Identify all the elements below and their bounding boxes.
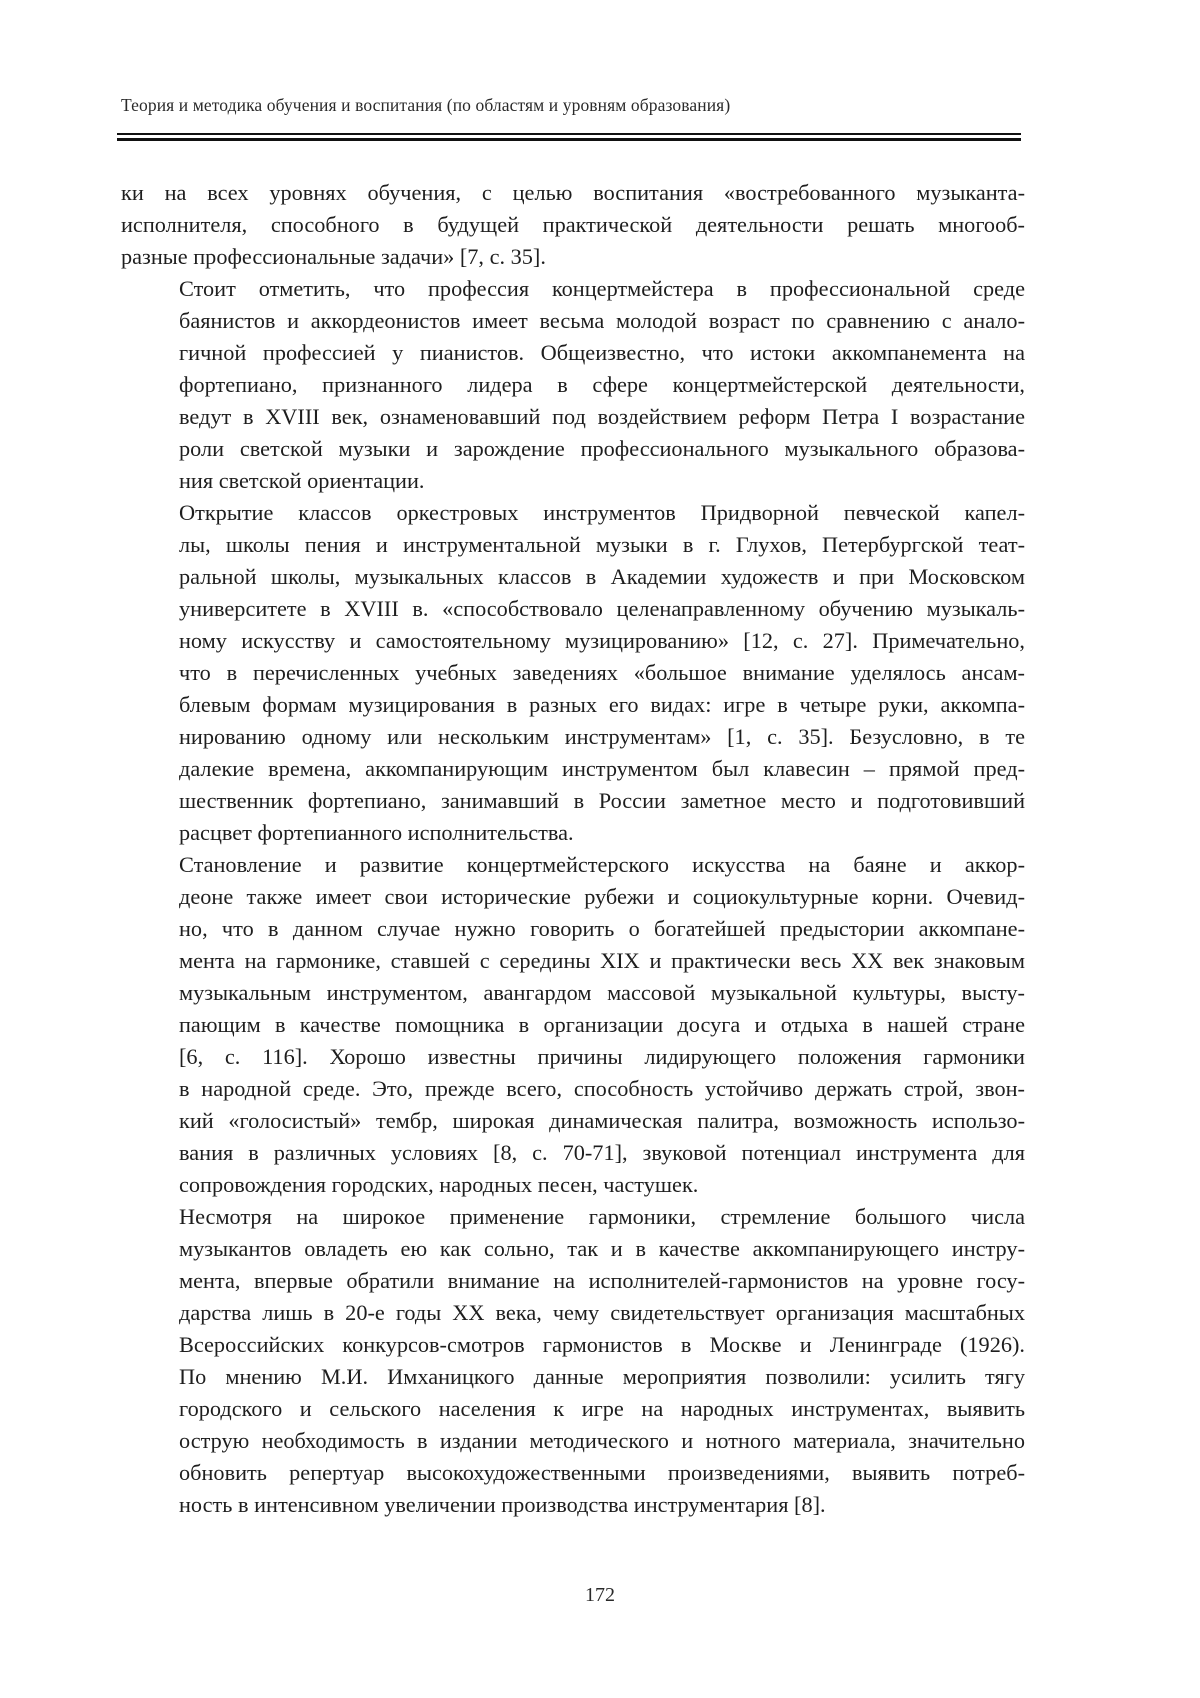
page-number: 172: [585, 1584, 615, 1606]
text-line: далекие времена, аккомпанирующим инструментом был клавесин – прямой пред-: [179, 756, 1025, 781]
text-line: ному искусству и самостоятельному музицированию» [12, с. 27]. Примечательно,: [179, 628, 1025, 653]
text-line: острую необходимость в издании методического и нотного материала, значительно: [179, 1428, 1025, 1453]
text-line: в народной среде. Это, прежде всего, способность устойчиво держать строй, звон-: [179, 1076, 1025, 1101]
text-line: ки на всех уровнях обучения, с целью воспитания «востребованного музыканта-: [121, 180, 1025, 205]
text-line: мента, впервые обратили внимание на исполнителей-гармонистов на уровне госу-: [179, 1268, 1025, 1293]
text-line: музыкантов овладеть ею как сольно, так и в качестве аккомпанирующего инстру-: [179, 1236, 1025, 1261]
text-line: ведут в XVIII век, ознаменовавший под воздействием реформ Петра I возрастание: [179, 404, 1025, 429]
paragraph: [121, 177, 1025, 273]
header-rule-thick: [117, 138, 1021, 141]
text-line: пающим в качестве помощника в организации досуга и отдыха в нашей стране: [179, 1012, 1025, 1037]
text-line: мента на гармонике, ставшей с середины XIX и практически весь XX век знаковым: [179, 948, 1025, 973]
text-line: университете в XVIII в. «способствовало целенаправленному обучению музыкаль-: [179, 596, 1025, 621]
text-line: деоне также имеет свои исторические рубежи и социокультурные корни. Очевид-: [179, 884, 1025, 909]
text-line: обновить репертуар высокохудожественными произведениями, выявить потреб-: [179, 1460, 1025, 1485]
text-line: городского и сельского населения к игре на народных инструментах, выявить: [179, 1396, 1025, 1421]
text-line: Стоит отметить, что профессия концертмейстера в профессиональной среде: [179, 276, 1025, 301]
text-line: Всероссийских конкурсов-смотров гармонистов в Москве и Ленинграде (1926).: [179, 1332, 1025, 1357]
paragraph: [121, 1201, 1025, 1521]
text-line: исполнителя, способного в будущей практической деятельности решать многооб-: [121, 212, 1025, 237]
body-text: [121, 177, 1025, 1521]
text-line: кий «голосистый» тембр, широкая динамическая палитра, возможность использо-: [179, 1108, 1025, 1133]
text-line: шественник фортепиано, занимавший в России заметное место и подготовивший: [179, 788, 1025, 813]
text-line: что в перечисленных учебных заведениях «большое внимание уделялось ансам-: [179, 660, 1025, 685]
text-line: нированию одному или нескольким инструментам» [1, с. 35]. Безусловно, в те: [179, 724, 1025, 749]
text-line: ность в интенсивном увеличении производства инструментария [8].: [179, 1492, 826, 1517]
text-line: фортепиано, признанного лидера в сфере концертмейстерской деятельности,: [179, 372, 1025, 397]
text-line: дарства лишь в 20-е годы XX века, чему свидетельствует организация масштабных: [179, 1300, 1025, 1325]
running-header: Теория и методика обучения и воспитания (по областям и уровням образования): [121, 95, 731, 115]
text-line: роли светской музыки и зарождение профессионального музыкального образова-: [179, 436, 1025, 461]
text-line: сопровождения городских, народных песен, частушек.: [179, 1172, 699, 1197]
text-line: лы, школы пения и инструментальной музыки в г. Глухов, Петербургской теат-: [179, 532, 1025, 557]
text-line: [6, с. 116]. Хорошо известны причины лидирующего положения гармоники: [179, 1044, 1025, 1069]
text-line: но, что в данном случае нужно говорить о богатейшей предыстории аккомпане-: [179, 916, 1025, 941]
paragraph: [121, 273, 1025, 497]
text-line: расцвет фортепианного исполнительства.: [179, 820, 574, 845]
paragraph: [121, 497, 1025, 849]
paragraph: [121, 849, 1025, 1201]
text-line: вания в различных условиях [8, с. 70-71], звуковой потенциал инструмента для: [179, 1140, 1025, 1165]
text-line: разные профессиональные задачи» [7, с. 35].: [121, 244, 546, 269]
text-line: По мнению М.И. Имханицкого данные мероприятия позволили: усилить тягу: [179, 1364, 1025, 1389]
text-line: ральной школы, музыкальных классов в Академии художеств и при Московском: [179, 564, 1025, 589]
header-rule-thin: [117, 133, 1021, 135]
text-line: музыкальным инструментом, авангардом массовой музыкальной культуры, высту-: [179, 980, 1025, 1005]
text-line: баянистов и аккордеонистов имеет весьма молодой возраст по сравнению с анало-: [179, 308, 1025, 333]
text-line: Становление и развитие концертмейстерского искусства на баяне и аккор-: [179, 852, 1025, 877]
text-line: блевым формам музицирования в разных его видах: игре в четыре руки, аккомпа-: [179, 692, 1025, 717]
text-line: Открытие классов оркестровых инструментов Придворной певческой капел-: [179, 500, 1025, 525]
text-line: гичной профессией у пианистов. Общеизвестно, что истоки аккомпанемента на: [179, 340, 1025, 365]
text-line: Несмотря на широкое применение гармоники, стремление большого числа: [179, 1204, 1025, 1229]
text-line: ния светской ориентации.: [179, 468, 425, 493]
